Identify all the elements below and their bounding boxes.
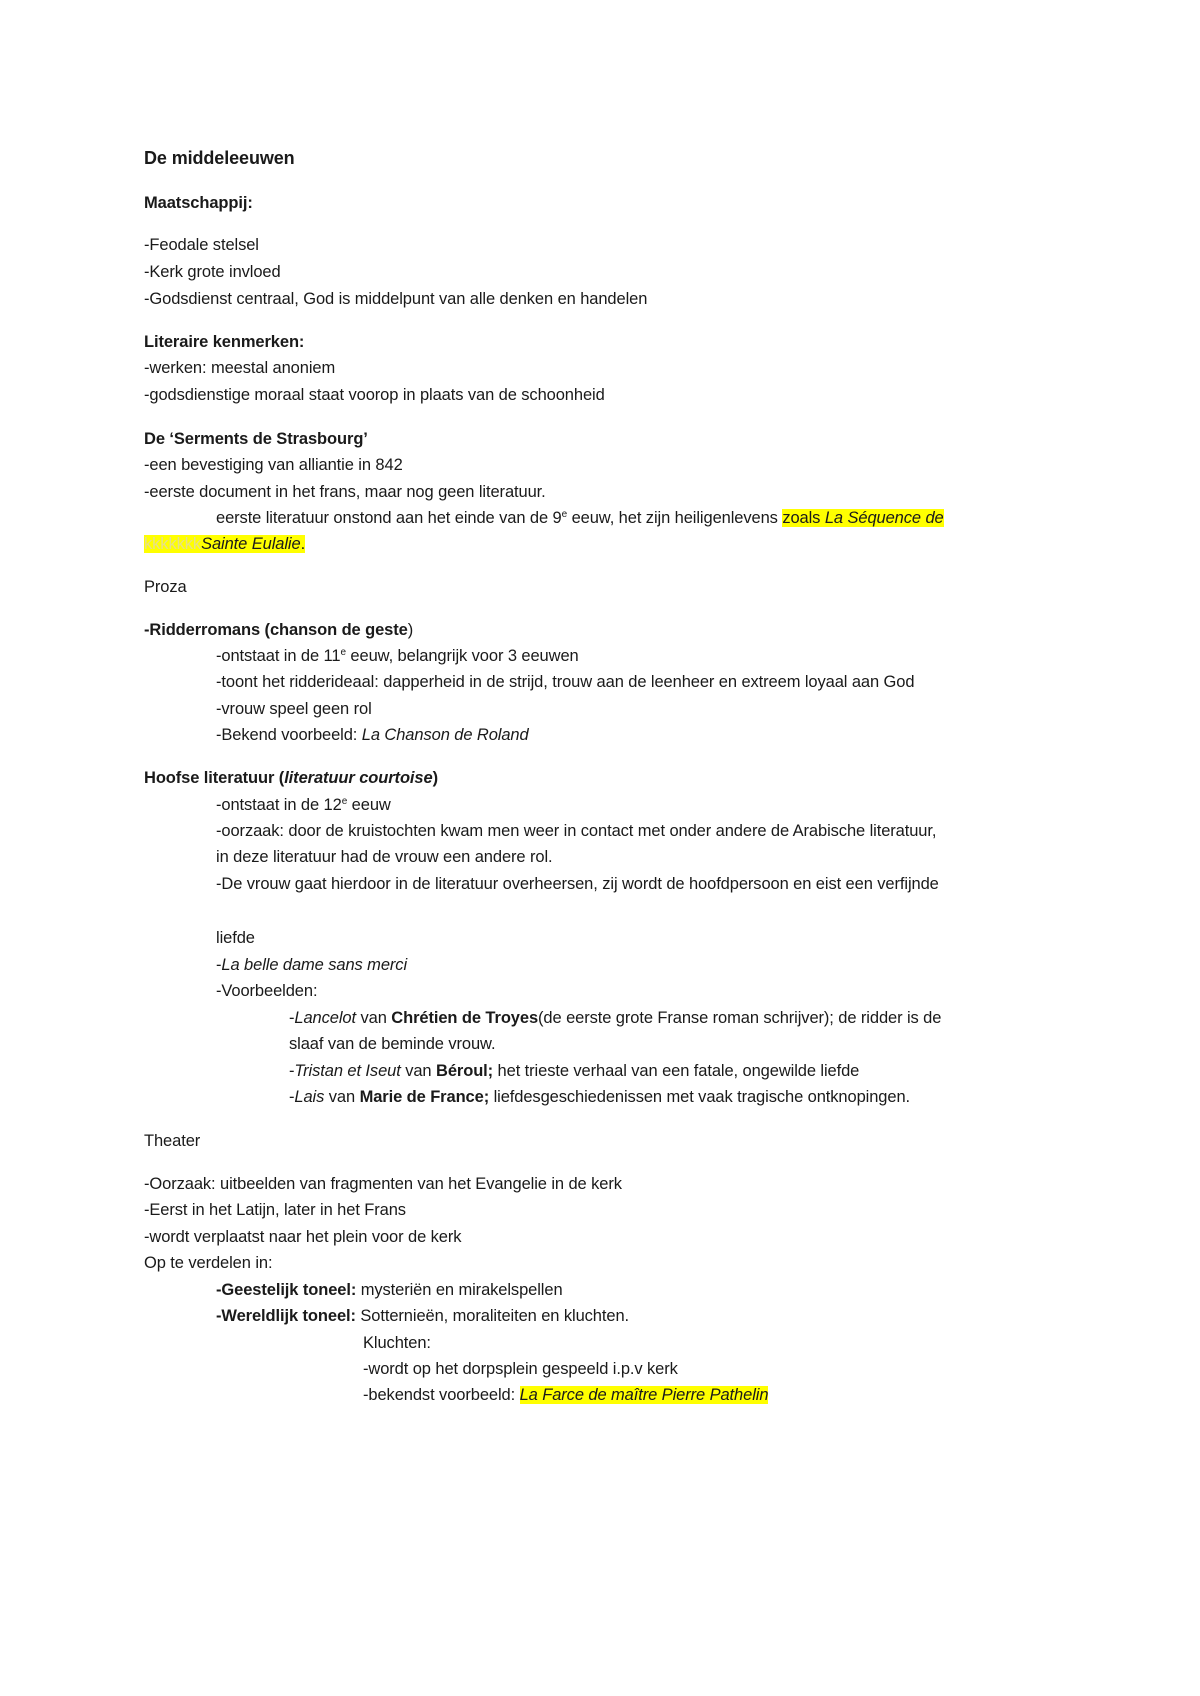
text-run: van xyxy=(324,1088,360,1106)
italic-title: Tristan et Iseut xyxy=(294,1062,401,1080)
sub-heading-kluchten: Kluchten: xyxy=(363,1334,431,1352)
highlighted-text xyxy=(782,509,943,527)
text-run: -Ridderromans ( xyxy=(144,621,270,639)
list-item: -werken: meestal anoniem xyxy=(144,359,336,377)
italic-title: La Chanson de Roland xyxy=(361,726,529,744)
list-item: -een bevestiging van alliantie in 842 xyxy=(144,456,403,474)
list-item xyxy=(216,794,391,816)
author-name: Marie de France; xyxy=(359,1088,490,1106)
italic-title: La belle dame sans merci xyxy=(221,956,408,974)
page-title: De middeleeuwen xyxy=(144,148,295,168)
text-run: -ontstaat in de 11 xyxy=(216,647,341,665)
text-run: - xyxy=(289,1062,295,1080)
superscript: e xyxy=(341,796,348,807)
section-heading-proza: Proza xyxy=(144,578,187,596)
list-item xyxy=(289,1086,910,1108)
list-item: -Kerk grote invloed xyxy=(144,263,281,281)
paragraph-line xyxy=(144,533,305,555)
text-run: van xyxy=(400,1062,436,1080)
list-item xyxy=(289,1007,941,1029)
list-item: Op te verdelen in: xyxy=(144,1254,273,1272)
text-run: eerste literatuur onstond aan het einde van de 9 xyxy=(216,509,562,527)
italic-title: Sainte Eulalie xyxy=(201,535,301,553)
text-run: - xyxy=(289,1009,295,1027)
superscript: e xyxy=(340,647,346,658)
italic-title: La Farce de maître Pierre Pathelin xyxy=(519,1386,769,1404)
highlighted-text: kkkkkkk xyxy=(144,535,202,553)
author-name: Chrétien de Troyes xyxy=(391,1009,539,1027)
text-run: ) xyxy=(407,621,414,639)
text-run: chanson de geste xyxy=(269,621,408,639)
text-run: eeuw, het zijn heiligenlevens xyxy=(567,509,783,527)
list-item: -Voorbeelden: xyxy=(216,982,318,1000)
list-item: -vrouw speel geen rol xyxy=(216,700,372,718)
section-heading-maatschappij: Maatschappij: xyxy=(144,194,253,212)
text-run: - xyxy=(216,956,222,974)
text-run: mysteriën en mirakelspellen xyxy=(356,1281,563,1299)
text-run: ) xyxy=(432,769,438,787)
section-heading-serments: De ‘Serments de Strasbourg’ xyxy=(144,430,368,448)
text-run: van xyxy=(356,1009,392,1027)
term-label: -Geestelijk toneel: xyxy=(216,1281,357,1299)
list-item-continuation: slaaf van de beminde vrouw. xyxy=(289,1035,496,1053)
list-item-continuation: liefde xyxy=(216,929,255,947)
list-item xyxy=(216,954,407,976)
list-item xyxy=(216,1279,563,1301)
list-item: -De vrouw gaat hierdoor in de literatuur overheersen, zij wordt de hoofdpersoon en eist een verfijnde xyxy=(216,875,939,893)
italic-title: Lancelot xyxy=(294,1009,356,1027)
list-item: -eerste document in het frans, maar nog geen literatuur. xyxy=(144,483,546,501)
subsection-heading-hoofse-literatuur xyxy=(144,767,438,789)
text-run: -Bekend voorbeeld: xyxy=(216,726,362,744)
list-item-continuation: in deze literatuur had de vrouw een andere rol. xyxy=(216,848,553,866)
list-item xyxy=(216,645,579,667)
list-item xyxy=(363,1384,768,1406)
italic-title: La Séquence de xyxy=(824,509,944,527)
list-item: -toont het ridderideaal: dapperheid in de strijd, trouw aan de leenheer en extreem loyaal aan God xyxy=(216,673,915,691)
list-item: -wordt verplaatst naar het plein voor de kerk xyxy=(144,1228,462,1246)
list-item: -Eerst in het Latijn, later in het Frans xyxy=(144,1201,406,1219)
list-item xyxy=(216,1305,629,1327)
section-heading-literaire-kenmerken: Literaire kenmerken: xyxy=(144,333,305,351)
list-item: -Feodale stelsel xyxy=(144,236,259,254)
text-run: Hoofse literatuur ( xyxy=(144,769,285,787)
italic-title: literatuur courtoise xyxy=(284,769,433,787)
list-item: -oorzaak: door de kruistochten kwam men weer in contact met onder andere de Arabische literatuur, xyxy=(216,822,937,840)
text-run: - xyxy=(289,1088,295,1106)
text-run: Sotternieën, moraliteiten en kluchten. xyxy=(355,1307,630,1325)
text-run: liefdesgeschiedenissen met vaak tragische ontknopingen. xyxy=(489,1088,911,1106)
list-item: -Godsdienst centraal, God is middelpunt van alle denken en handelen xyxy=(144,290,648,308)
term-label: -Wereldlijk toneel: xyxy=(216,1307,356,1325)
list-item: -godsdienstige moraal staat voorop in plaats van de schoonheid xyxy=(144,386,605,404)
text-run: eeuw, belangrijk voor 3 eeuwen xyxy=(345,647,579,665)
list-item: -wordt op het dorpsplein gespeeld i.p.v kerk xyxy=(363,1360,678,1378)
list-item: -Oorzaak: uitbeelden van fragmenten van het Evangelie in de kerk xyxy=(144,1175,622,1193)
list-item xyxy=(289,1060,859,1082)
paragraph-line xyxy=(216,507,944,529)
italic-title: Lais xyxy=(294,1088,325,1106)
text-run: eeuw xyxy=(347,796,391,814)
text-run: . xyxy=(300,535,306,553)
section-heading-theater: Theater xyxy=(144,1132,201,1150)
author-name: Béroul; xyxy=(436,1062,494,1080)
text-run: zoals xyxy=(782,509,825,527)
superscript: e xyxy=(561,509,568,520)
subsection-heading-ridderromans xyxy=(144,619,413,641)
text-run: -bekendst voorbeeld: xyxy=(363,1386,520,1404)
list-item xyxy=(216,724,529,746)
text-run: het trieste verhaal van een fatale, ongewilde liefde xyxy=(493,1062,860,1080)
text-run: (de eerste grote Franse roman schrijver); de ridder is de xyxy=(538,1009,942,1027)
text-run: -ontstaat in de 12 xyxy=(216,796,342,814)
